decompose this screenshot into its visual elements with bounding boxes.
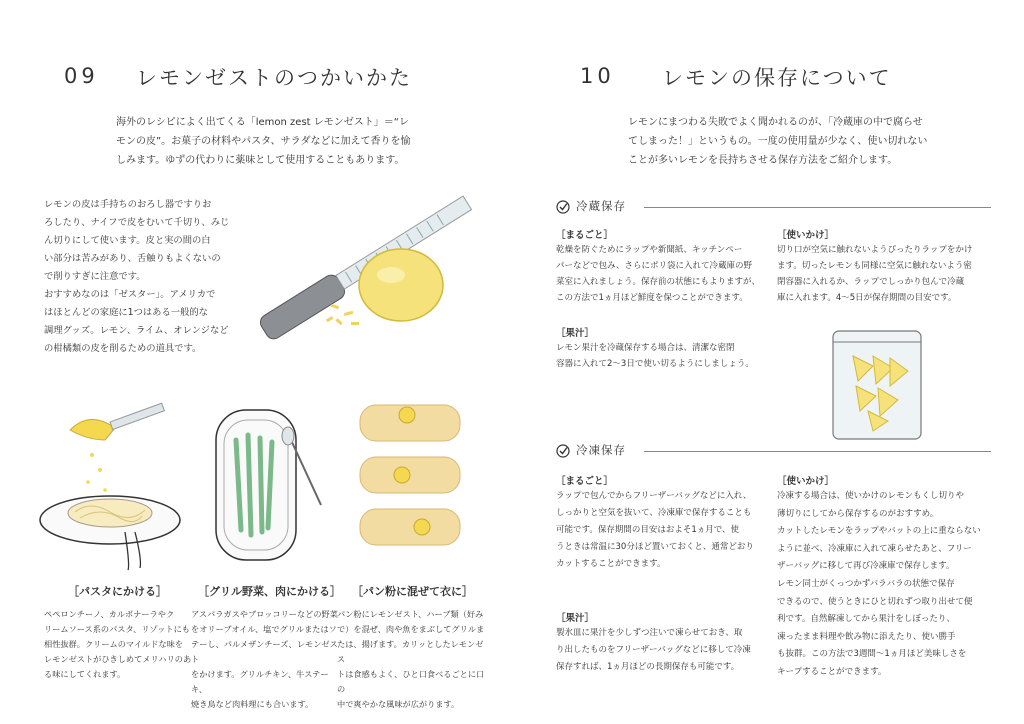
zester-lemon-illustration <box>236 180 476 340</box>
section-number: 10 <box>580 64 615 88</box>
grill-heading: ［グリル野菜、肉にかける］ <box>198 585 341 598</box>
grill-text: アスパラガスやブロッコリーなどの野菜 をオリーブオイル、塩でグリルまたはソ テーし、パルメザンチーズ、レモンゼスト をかけます。グリルチキン、牛ステーキ、 焼き鳥など肉料理にも合います。 <box>191 609 338 709</box>
fridge-juice-text: レモン果汁を冷蔵保存する場合は、清潔な密閉 容器に入れて2〜3日で使い切るようにしましょう。 <box>556 343 754 369</box>
fridge-whole-heading: ［まるごと］ <box>556 230 614 241</box>
freezer-whole-heading: ［まるごと］ <box>556 476 614 487</box>
fridge-juice-heading: ［果汁］ <box>556 328 595 339</box>
fridge-whole-text: 乾燥を防ぐためにラップや新聞紙、キッチンペー パーなどで包み、さらにポリ袋に入れて冷蔵庫の野 菜室に入れましょう。保存前の状態にもよりますが、 この方法で1ヵ月ほど鮮度を保つことができます。 <box>556 245 761 303</box>
divider <box>644 451 991 452</box>
fridge-label: 冷蔵保存 <box>576 199 626 213</box>
check-circle-icon <box>556 444 570 458</box>
freezer-cut-text: 冷凍する場合は、使いかけのレモンもくし切りや 薄切りにしてから保存するのがおすすめ。 カットしたレモンをラップやバットの上に重ならない ように並べ、冷凍庫に入れて凍らせたあと、フリー ザーバッグに移して再び冷凍庫で保存します。 レモン同士がくっつかずバラバラの状態で保存 できるので、使うときにひと切れずつ取り出せて便 利です。自然解凍してから果汁をしぼったり、 凍ったまま料理や飲み物に添えたり、使い勝手 も抜群。この方法で3週間〜1ヵ月ほど美味しさを キープすることができます。 <box>777 491 981 677</box>
breaded-cutlets-illustration <box>352 395 472 570</box>
fridge-cut-text: 切り口が空気に触れないようぴったりラップをかけ ます。切ったレモンも同様に空気に触れないよう密 閉容器に入れるか、ラップでしっかり包んで冷蔵 庫に入れます。4〜5日が保存期間の目安です。 <box>777 245 973 303</box>
breadcrumb-text: パン粉にレモンゼスト、ハーブ類（好み で）を混ぜ、肉や魚をまぶしてグリルま たは、揚げます。カリッとしたレモンゼス トは食感もよく、ひと口食べるごとに口の 中で爽やかな風味が広がります。 <box>337 609 485 709</box>
right-page <box>512 0 1024 724</box>
freezer-cut-heading: ［使いかけ］ <box>777 476 835 487</box>
section-title: レモンゼストのつかいかた <box>136 66 412 90</box>
intro-text: レモンにまつわる失敗でよく聞かれるのが、「冷蔵庫の中で腐らせ てしまった！」というもの。一度の使用量が少なく、使い切れない ことが多いレモンを長持ちさせる保存方法をご紹介します。 <box>628 117 928 166</box>
pasta-heading: ［パスタにかける］ <box>68 585 167 598</box>
freezer-juice-heading: ［果汁］ <box>556 613 595 624</box>
freezer-whole-text: ラップで包んでからフリーザーバッグなどに入れ、 しっかりと空気を抜いて、冷凍庫で保存することも 可能です。保存期間の目安はおよそ1ヵ月で、使 うときは常温に30分ほど置いておくと、通常どおり カットすることができます。 <box>556 491 754 569</box>
freezer-juice-text: 製氷皿に果汁を少しずつ注いで凍らせておき、取 り出したものをフリーザーバッグなどに移して冷凍 保存すれば、1ヵ月ほどの長期保存も可能です。 <box>556 628 751 672</box>
freezer-bag-illustration <box>828 326 928 446</box>
freezer-section-header <box>556 442 991 460</box>
fridge-section-header <box>556 198 991 216</box>
section-title: レモンの保存について <box>662 66 892 90</box>
pasta-illustration <box>30 400 190 570</box>
section-number: 09 <box>64 64 99 88</box>
check-circle-icon <box>556 200 570 214</box>
divider <box>644 207 991 208</box>
freezer-label: 冷凍保存 <box>576 443 626 457</box>
intro-text: 海外のレシピによく出てくる「lemon zest レモンゼスト」＝“レ モンの皮”。お菓子の材料やパスタ、サラダなどに加えて香りを愉 しみます。ゆずの代わりに薬味として使用することもあります。 <box>116 117 411 166</box>
pasta-text: ペペロンチーノ、カルボナーラやク リームソース系のパスタ、リゾットにも 相性抜群。クリームのマイルドな味を レモンゼストがひきしめてメリハリのあ る味にしてくれます。 <box>44 609 192 679</box>
breadcrumb-heading: ［パン粉に混ぜて衣に］ <box>352 585 473 598</box>
fridge-cut-heading: ［使いかけ］ <box>777 230 835 241</box>
zest-body-text: レモンの皮は手持ちのおろし器ですりお ろしたり、ナイフで皮をむいて千切り、みじ ん切りにして使います。皮と実の間の白 い部分は苦みがあり、舌触りもよくないの で削りすぎに注意です。 おすすめなのは「ゼスター」。アメリカで はほとんどの家庭に1つはある一般的な 調理グッズ。レモン、ライム、オレンジなど の柑橘類の皮を削るための道具です。 <box>44 199 230 354</box>
grilled-vegetables-illustration <box>196 400 336 575</box>
